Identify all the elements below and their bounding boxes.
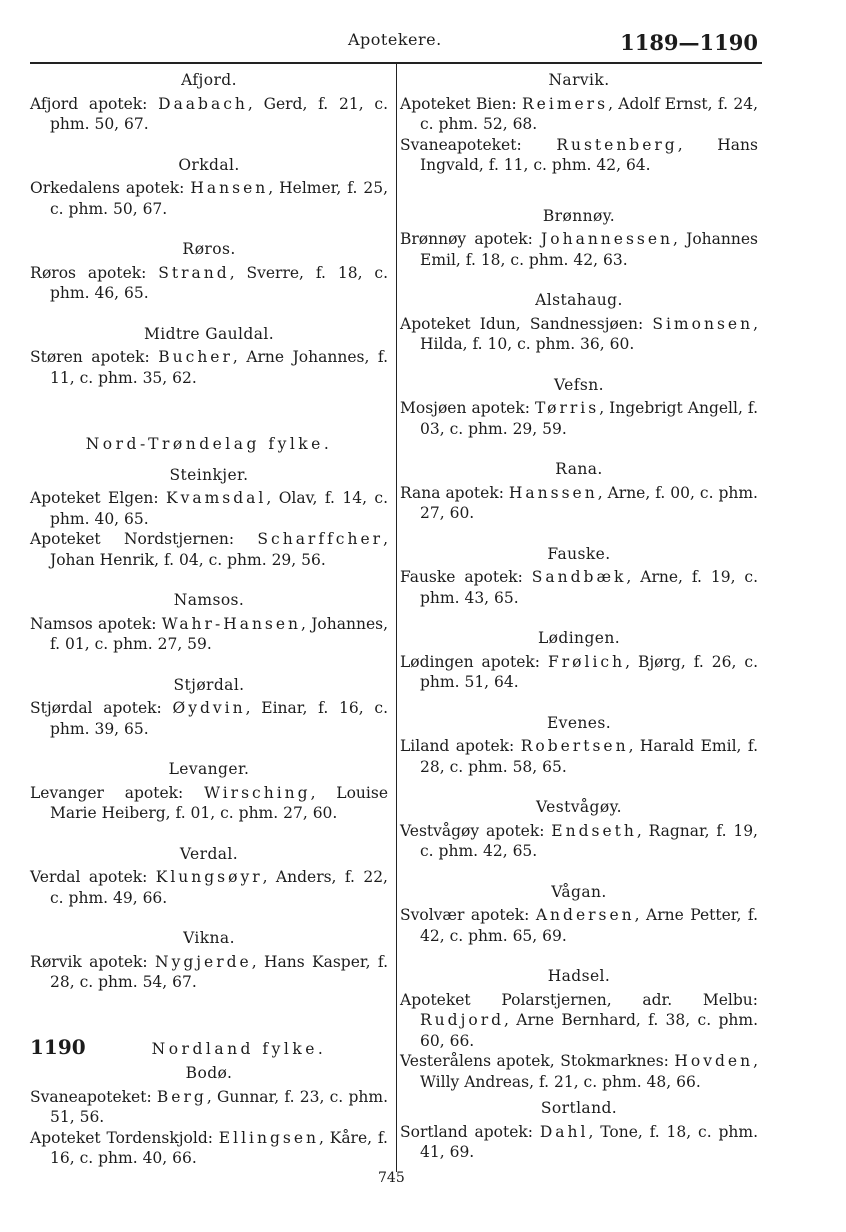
pharmacist-surname: Berg	[156, 1087, 207, 1106]
pharmacy-name: Namsos apotek:	[30, 614, 162, 633]
place-heading: Vestvågøy.	[535, 798, 622, 816]
place-heading: Evenes.	[546, 713, 612, 732]
running-header-page-range: 1189—1190	[620, 30, 758, 55]
pharmacy-entry	[400, 94, 758, 135]
page-number: 745	[378, 1170, 405, 1186]
pharmacy-entry	[400, 398, 758, 439]
pharmacist-details: , Olav, f. 14, c. phm. 40, 65.	[50, 489, 388, 528]
pharmacist-surname: Andersen	[535, 906, 635, 924]
pharmacy-name: Stjørdal apotek:	[30, 699, 173, 717]
pharmacy-name: Lødingen apotek:	[400, 652, 548, 671]
pharmacist-surname: Johannessen	[541, 230, 674, 248]
pharmacy-name: Rana apotek:	[400, 483, 509, 502]
pharmacy-name: Apoteket Elgen:	[30, 489, 167, 507]
pharmacist-details: , Hans Ingvald, f. 11, c. phm. 42, 64.	[420, 135, 758, 174]
column-divider	[396, 62, 397, 1172]
pharmacy-entry	[400, 821, 758, 862]
place-heading: Verdal.	[179, 844, 239, 863]
pharmacist-details: , Arne Bernhard, f. 38, c. phm. 60, 66.	[420, 1011, 758, 1050]
pharmacy-name: Afjord apotek:	[30, 94, 159, 113]
place-heading: Sortland.	[540, 1099, 618, 1117]
place-heading: Midtre Gauldal.	[143, 324, 275, 343]
pharmacy-name: Støren apotek:	[30, 348, 159, 366]
section-start-row	[30, 1034, 388, 1060]
pharmacist-details: , Louise Marie Heiberg, f. 01, c. phm. 27, 60.	[50, 783, 388, 822]
pharmacist-surname: Hovden	[674, 1052, 754, 1070]
pharmacist-details: , Harald Emil, f. 28, c. phm. 58, 65.	[420, 737, 758, 776]
pharmacist-details: , Hans Kasper, f. 28, c. phm. 54, 67.	[50, 952, 388, 991]
place-heading: Vågan.	[551, 882, 607, 901]
pharmacy-name: Brønnøy apotek:	[400, 230, 542, 248]
pharmacy-name: Svolvær apotek:	[400, 906, 536, 924]
pharmacist-surname: Simonsen	[652, 314, 754, 333]
pharmacist-details: , Gunnar, f. 23, c. phm. 51, 56.	[50, 1087, 388, 1126]
pharmacist-surname: Klungsøyr	[155, 868, 263, 886]
pharmacist-surname: Endseth	[551, 821, 637, 840]
pharmacy-entry	[400, 483, 758, 524]
county-heading: Nordland fylke.	[151, 1039, 327, 1058]
pharmacy-entry	[400, 1122, 758, 1163]
pharmacy-entry	[400, 567, 758, 608]
pharmacy-entry	[30, 952, 388, 993]
pharmacist-details: , Arne Petter, f. 42, c. phm. 65, 69.	[420, 906, 759, 945]
pharmacist-details: , Johannes, f. 01, c. phm. 27, 59.	[50, 614, 388, 653]
pharmacist-details: , Anders, f. 22, c. phm. 49, 66.	[50, 868, 388, 907]
pharmacist-details: , Johan Henrik, f. 04, c. phm. 29, 56.	[50, 530, 388, 569]
pharmacy-name: Vestvågøy apotek:	[400, 821, 552, 840]
running-header-title: Apotekere.	[348, 30, 442, 49]
pharmacy-entry	[30, 263, 388, 304]
pharmacy-entry	[400, 229, 758, 270]
place-heading: Namsos.	[173, 591, 245, 609]
pharmacy-name: Levanger apotek:	[30, 783, 205, 802]
pharmacist-surname: Dahl	[539, 1122, 589, 1141]
pharmacy-name: Apoteket Tordenskjold:	[30, 1128, 219, 1147]
pharmacist-surname: Scharffcher	[257, 530, 384, 548]
pharmacy-entry	[400, 652, 758, 693]
pharmacy-entry	[30, 698, 388, 739]
pharmacist-details: , Gerd, f. 21, c. phm. 50, 67.	[50, 94, 388, 133]
pharmacist-surname: Reimers	[522, 94, 609, 113]
pharmacy-entry	[400, 736, 758, 777]
pharmacy-entry	[400, 990, 758, 1052]
pharmacist-details: , Bjørg, f. 26, c. phm. 51, 64.	[420, 652, 758, 691]
pharmacy-name: Apoteket Bien:	[400, 94, 523, 113]
pharmacy-name: Vesterålens apotek, Stokmarknes:	[400, 1052, 675, 1070]
place-heading: Hadsel.	[547, 967, 611, 985]
place-heading: Alstahaug.	[535, 291, 623, 309]
pharmacy-name: Svaneapoteket:	[30, 1087, 157, 1106]
pharmacy-name: Apoteket Nordstjernen:	[30, 530, 258, 548]
pharmacist-surname: Wahr-Hansen	[161, 614, 302, 633]
pharmacist-details: , Sverre, f. 18, c. phm. 46, 65.	[50, 263, 388, 302]
pharmacy-entry	[400, 314, 758, 355]
place-heading: Rana.	[555, 460, 603, 478]
pharmacist-details: , Arne, f. 00, c. phm. 27, 60.	[420, 483, 758, 522]
place-heading: Vefsn.	[554, 375, 604, 394]
pharmacy-entry	[400, 1051, 758, 1092]
pharmacy-name: Svaneapoteket:	[400, 135, 557, 154]
place-heading: Stjørdal.	[173, 675, 245, 694]
pharmacy-entry	[30, 867, 388, 908]
place-heading: Orkdal.	[178, 155, 240, 174]
pharmacy-name: Mosjøen apotek:	[400, 399, 535, 417]
pharmacist-surname: Daabach	[158, 94, 248, 113]
pharmacist-details: , Kåre, f. 16, c. phm. 40, 66.	[50, 1128, 388, 1167]
pharmacist-details: , Adolf Ernst, f. 24, c. phm. 52, 68.	[420, 94, 758, 133]
pharmacist-details: , Helmer, f. 25, c. phm. 50, 67.	[50, 179, 388, 218]
county-heading: Nord-Trøndelag fylke.	[85, 435, 333, 453]
pharmacy-entry	[30, 1128, 388, 1169]
place-heading: Steinkjer.	[169, 465, 249, 484]
pharmacy-name: Røros apotek:	[30, 263, 159, 282]
pharmacy-entry	[30, 94, 388, 135]
pharmacy-entry	[30, 1087, 388, 1128]
pharmacy-entry	[30, 347, 388, 388]
pharmacist-surname: Tørris	[534, 399, 600, 417]
place-heading: Bodø.	[185, 1064, 233, 1082]
pharmacy-name: Liland apotek:	[400, 737, 521, 755]
place-heading: Vikna.	[183, 929, 235, 947]
pharmacist-surname: Sandbæk	[531, 568, 627, 586]
pharmacist-details: , Arne Johannes, f. 11, c. phm. 35, 62.	[50, 348, 388, 387]
pharmacy-name: Orkedalens apotek:	[30, 179, 191, 197]
pharmacist-details: , Arne, f. 19, c. phm. 43, 65.	[420, 568, 758, 607]
place-heading: Røros.	[182, 240, 236, 258]
pharmacist-surname: Rudjord	[420, 1011, 505, 1029]
pharmacy-name: Fauske apotek:	[400, 568, 532, 586]
pharmacist-surname: Bucher	[158, 348, 233, 366]
pharmacy-entry	[30, 178, 388, 219]
pharmacist-details: , Johannes Emil, f. 18, c. phm. 42, 63.	[420, 230, 758, 269]
pharmacist-surname: Ellingsen	[218, 1128, 319, 1147]
pharmacist-details: , Hilda, f. 10, c. phm. 36, 60.	[420, 314, 758, 353]
page-marker: 1190	[30, 1034, 86, 1059]
pharmacist-surname: Rustenberg	[556, 135, 678, 154]
left-column	[30, 70, 388, 1169]
pharmacist-surname: Robertsen	[520, 737, 629, 755]
pharmacy-name: Apoteket Polarstjernen, adr. Melbu:	[400, 990, 758, 1009]
pharmacy-entry	[400, 135, 758, 176]
pharmacy-name: Verdal apotek:	[30, 868, 156, 886]
pharmacist-surname: Nygjerde	[155, 952, 252, 971]
pharmacy-name: Apoteket Idun, Sandnessjøen:	[400, 314, 653, 333]
pharmacist-surname: Frølich	[548, 652, 626, 671]
pharmacist-details: , Willy Andreas, f. 21, c. phm. 48, 66.	[420, 1052, 758, 1091]
pharmacy-entry	[30, 529, 388, 570]
pharmacist-surname: Hanssen	[508, 483, 598, 502]
place-heading: Levanger.	[168, 760, 250, 778]
pharmacy-entry	[30, 488, 388, 529]
pharmacist-details: , Einar, f. 16, c. phm. 39, 65.	[50, 699, 388, 738]
pharmacy-entry	[30, 783, 388, 824]
pharmacy-name: Sortland apotek:	[400, 1122, 540, 1141]
pharmacist-details: , Ragnar, f. 19, c. phm. 42, 65.	[420, 821, 758, 860]
right-column	[400, 70, 758, 1163]
place-heading: Afjord.	[181, 71, 237, 89]
pharmacist-surname: Kvamsdal	[166, 489, 267, 507]
pharmacy-entry	[30, 614, 388, 655]
pharmacist-surname: Strand	[158, 263, 230, 282]
pharmacist-details: , Tone, f. 18, c. phm. 41, 69.	[420, 1122, 759, 1161]
pharmacy-entry	[400, 905, 758, 946]
place-heading: Brønnøy.	[542, 206, 616, 225]
place-heading: Lødingen.	[537, 629, 621, 647]
pharmacist-surname: Øydvin	[172, 699, 246, 717]
pharmacy-name: Rørvik apotek:	[30, 952, 155, 971]
place-heading: Fauske.	[547, 544, 611, 563]
place-heading: Narvik.	[548, 71, 610, 89]
pharmacist-surname: Wirsching	[204, 783, 311, 802]
pharmacist-details: , Ingebrigt Angell, f. 03, c. phm. 29, 59.	[420, 399, 758, 438]
pharmacist-surname: Hansen	[190, 179, 269, 197]
